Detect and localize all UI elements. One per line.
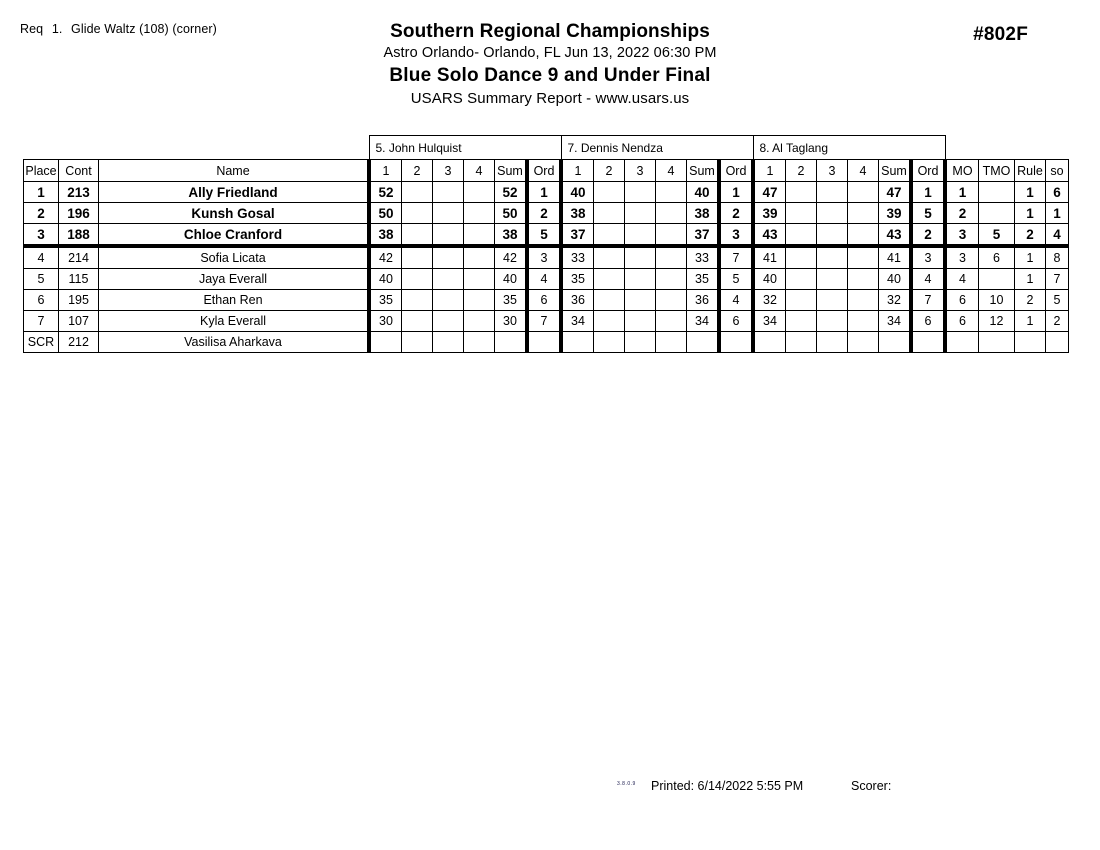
- cell-score-4-j2: [656, 246, 687, 269]
- cell-contestant-number: 115: [59, 269, 99, 290]
- version-mark: 3.8.0.9: [617, 781, 636, 787]
- cell-sum-j1: 38: [495, 224, 528, 247]
- cell-score-3-j1: [433, 332, 464, 353]
- cell-score-4-j3: [848, 182, 879, 203]
- cell-skater-name: Ally Friedland: [99, 182, 370, 203]
- cell-ord-j3: 6: [911, 311, 945, 332]
- cell-score-1-j1: [369, 332, 402, 353]
- cell-score-3-j3: [817, 246, 848, 269]
- cell-ord-j1: 2: [527, 203, 561, 224]
- title-block: [0, 22, 1100, 106]
- cell-contestant-number: 196: [59, 203, 99, 224]
- cell-score-2-j3: [786, 311, 817, 332]
- report-subtitle: USARS Summary Report - www.usars.us: [410, 89, 690, 107]
- cell-score-4-j1: [464, 269, 495, 290]
- cell-score-3-j3: [817, 224, 848, 247]
- cell-skater-name: Kyla Everall: [99, 311, 370, 332]
- cell-score-2-j1: [402, 203, 433, 224]
- judge-band-row: [24, 136, 1069, 160]
- cell-score-3-j2: [625, 290, 656, 311]
- table-row: [24, 269, 1069, 290]
- cell-score-3-j2: [625, 311, 656, 332]
- judge-name-1: 5. John Hulquist: [369, 136, 561, 160]
- cell-tmo: [979, 332, 1015, 353]
- cell-score-1-j1: 50: [369, 203, 402, 224]
- cell-score-1-j2: 34: [561, 311, 594, 332]
- cell-score-4-j1: [464, 203, 495, 224]
- cell-score-1-j3: 39: [753, 203, 786, 224]
- column-header-sum-j3: Sum: [879, 160, 912, 182]
- cell-rule: 2: [1015, 290, 1046, 311]
- cell-rule: 1: [1015, 311, 1046, 332]
- cell-score-4-j3: [848, 246, 879, 269]
- table-row: [24, 311, 1069, 332]
- cell-score-1-j2: 33: [561, 246, 594, 269]
- req-label: Req: [20, 22, 44, 36]
- cell-score-3-j3: [817, 203, 848, 224]
- cell-sum-j3: 40: [879, 269, 912, 290]
- cell-score-4-j2: [656, 311, 687, 332]
- cell-score-2-j2: [594, 246, 625, 269]
- cell-sum-j2: 36: [687, 290, 720, 311]
- cell-mo: 6: [945, 290, 979, 311]
- cell-score-4-j3: [848, 203, 879, 224]
- cell-place: 2: [24, 203, 59, 224]
- cell-tmo: [979, 269, 1015, 290]
- cell-score-4-j3: [848, 269, 879, 290]
- column-header-score-2-j3: 2: [786, 160, 817, 182]
- column-header-name: Name: [99, 160, 370, 182]
- venue-and-datetime: Astro Orlando- Orlando, FL Jun 13, 2022 06:30 PM: [383, 45, 717, 61]
- judge-band-spacer: [1046, 136, 1069, 160]
- cell-sum-j3: 39: [879, 203, 912, 224]
- cell-so: 6: [1046, 182, 1069, 203]
- cell-score-1-j3: 32: [753, 290, 786, 311]
- cell-score-3-j1: [433, 224, 464, 247]
- cell-mo: 1: [945, 182, 979, 203]
- cell-tmo: 5: [979, 224, 1015, 247]
- table-row: [24, 246, 1069, 269]
- cell-score-2-j3: [786, 290, 817, 311]
- column-header-cont: Cont: [59, 160, 99, 182]
- cell-sum-j3: 41: [879, 246, 912, 269]
- req-dance-name: Glide Waltz (108) (corner): [71, 22, 217, 36]
- column-header-score-1-j1: 1: [369, 160, 402, 182]
- cell-ord-j2: 6: [719, 311, 753, 332]
- cell-score-4-j3: [848, 311, 879, 332]
- cell-rule: 1: [1015, 203, 1046, 224]
- cell-score-1-j2: 38: [561, 203, 594, 224]
- cell-sum-j2: 38: [687, 203, 720, 224]
- cell-score-1-j3: [753, 332, 786, 353]
- cell-score-3-j3: [817, 332, 848, 353]
- cell-sum-j1: 35: [495, 290, 528, 311]
- cell-score-2-j1: [402, 332, 433, 353]
- cell-ord-j3: 3: [911, 246, 945, 269]
- cell-score-4-j2: [656, 332, 687, 353]
- table-row: [24, 332, 1069, 353]
- column-header-score-1-j3: 1: [753, 160, 786, 182]
- column-header-score-3-j1: 3: [433, 160, 464, 182]
- scorer-label: Scorer:: [851, 779, 892, 793]
- cell-score-2-j3: [786, 246, 817, 269]
- cell-place: 6: [24, 290, 59, 311]
- printed-timestamp: Printed: 6/14/2022 5:55 PM: [651, 779, 804, 793]
- cell-score-3-j2: [625, 332, 656, 353]
- cell-ord-j3: [911, 332, 945, 353]
- cell-place: 4: [24, 246, 59, 269]
- column-header-score-2-j1: 2: [402, 160, 433, 182]
- cell-score-4-j1: [464, 290, 495, 311]
- cell-score-2-j2: [594, 290, 625, 311]
- cell-ord-j1: 5: [527, 224, 561, 247]
- cell-ord-j3: 5: [911, 203, 945, 224]
- cell-score-1-j1: 38: [369, 224, 402, 247]
- cell-ord-j3: 2: [911, 224, 945, 247]
- cell-score-3-j2: [625, 182, 656, 203]
- cell-skater-name: Vasilisa Aharkava: [99, 332, 370, 353]
- cell-score-1-j3: 41: [753, 246, 786, 269]
- competition-title: Southern Regional Championships: [390, 21, 710, 42]
- column-header-score-2-j2: 2: [594, 160, 625, 182]
- table-row: [24, 290, 1069, 311]
- cell-rule: 1: [1015, 182, 1046, 203]
- cell-score-4-j1: [464, 224, 495, 247]
- column-header-so: so: [1046, 160, 1069, 182]
- cell-score-2-j1: [402, 224, 433, 247]
- table-row: [24, 182, 1069, 203]
- column-header-score-3-j3: 3: [817, 160, 848, 182]
- cell-score-2-j1: [402, 269, 433, 290]
- cell-contestant-number: 195: [59, 290, 99, 311]
- cell-score-1-j1: 42: [369, 246, 402, 269]
- cell-contestant-number: 213: [59, 182, 99, 203]
- cell-score-1-j2: 35: [561, 269, 594, 290]
- column-header-mo: MO: [945, 160, 979, 182]
- judge-band-spacer: [59, 136, 99, 160]
- cell-so: 7: [1046, 269, 1069, 290]
- cell-so: 8: [1046, 246, 1069, 269]
- cell-so: 5: [1046, 290, 1069, 311]
- cell-score-3-j3: [817, 290, 848, 311]
- cell-ord-j2: 4: [719, 290, 753, 311]
- results-table: [23, 135, 1069, 353]
- cell-mo: 6: [945, 311, 979, 332]
- cell-score-3-j2: [625, 269, 656, 290]
- cell-score-2-j3: [786, 269, 817, 290]
- cell-score-4-j1: [464, 182, 495, 203]
- cell-tmo: [979, 182, 1015, 203]
- cell-score-2-j2: [594, 224, 625, 247]
- cell-score-3-j3: [817, 269, 848, 290]
- cell-ord-j1: 7: [527, 311, 561, 332]
- cell-score-2-j3: [786, 224, 817, 247]
- cell-sum-j1: [495, 332, 528, 353]
- cell-skater-name: Kunsh Gosal: [99, 203, 370, 224]
- cell-ord-j3: 4: [911, 269, 945, 290]
- cell-mo: 3: [945, 246, 979, 269]
- cell-score-1-j3: 43: [753, 224, 786, 247]
- table-row: [24, 203, 1069, 224]
- cell-rule: 1: [1015, 246, 1046, 269]
- cell-rule: [1015, 332, 1046, 353]
- cell-sum-j3: 32: [879, 290, 912, 311]
- cell-score-2-j2: [594, 203, 625, 224]
- judge-band-spacer: [1015, 136, 1046, 160]
- cell-score-3-j1: [433, 182, 464, 203]
- cell-score-3-j1: [433, 269, 464, 290]
- cell-score-1-j2: 37: [561, 224, 594, 247]
- cell-so: 2: [1046, 311, 1069, 332]
- cell-contestant-number: 212: [59, 332, 99, 353]
- cell-tmo: [979, 203, 1015, 224]
- cell-sum-j3: [879, 332, 912, 353]
- column-header-score-3-j2: 3: [625, 160, 656, 182]
- cell-place: 1: [24, 182, 59, 203]
- cell-ord-j1: 4: [527, 269, 561, 290]
- cell-score-1-j2: 36: [561, 290, 594, 311]
- cell-score-1-j1: 35: [369, 290, 402, 311]
- cell-score-1-j3: 47: [753, 182, 786, 203]
- cell-score-2-j3: [786, 203, 817, 224]
- cell-contestant-number: 188: [59, 224, 99, 247]
- cell-tmo: 6: [979, 246, 1015, 269]
- column-header-rule: Rule: [1015, 160, 1046, 182]
- cell-score-4-j1: [464, 332, 495, 353]
- cell-score-4-j3: [848, 332, 879, 353]
- cell-sum-j2: 35: [687, 269, 720, 290]
- cell-ord-j2: 1: [719, 182, 753, 203]
- cell-score-4-j3: [848, 224, 879, 247]
- column-header-ord-j1: Ord: [527, 160, 561, 182]
- judge-band-spacer: [24, 136, 59, 160]
- cell-sum-j1: 50: [495, 203, 528, 224]
- cell-score-3-j1: [433, 290, 464, 311]
- cell-rule: 2: [1015, 224, 1046, 247]
- cell-place: 7: [24, 311, 59, 332]
- cell-tmo: 10: [979, 290, 1015, 311]
- cell-sum-j1: 42: [495, 246, 528, 269]
- cell-ord-j2: 5: [719, 269, 753, 290]
- cell-ord-j2: 2: [719, 203, 753, 224]
- cell-sum-j1: 40: [495, 269, 528, 290]
- cell-sum-j3: 47: [879, 182, 912, 203]
- cell-mo: 3: [945, 224, 979, 247]
- judge-name-2: 7. Dennis Nendza: [561, 136, 753, 160]
- cell-contestant-number: 107: [59, 311, 99, 332]
- cell-skater-name: Sofia Licata: [99, 246, 370, 269]
- cell-place: SCR: [24, 332, 59, 353]
- judge-band-spacer: [979, 136, 1015, 160]
- cell-score-1-j1: 30: [369, 311, 402, 332]
- column-header-sum-j2: Sum: [687, 160, 720, 182]
- judge-band-spacer: [99, 136, 370, 160]
- cell-sum-j1: 30: [495, 311, 528, 332]
- column-header-score-4-j1: 4: [464, 160, 495, 182]
- cell-score-4-j2: [656, 203, 687, 224]
- cell-place: 3: [24, 224, 59, 247]
- cell-score-2-j1: [402, 311, 433, 332]
- cell-ord-j2: 7: [719, 246, 753, 269]
- judge-name-3: 8. Al Taglang: [753, 136, 945, 160]
- cell-ord-j3: 1: [911, 182, 945, 203]
- cell-mo: 2: [945, 203, 979, 224]
- cell-score-3-j2: [625, 203, 656, 224]
- column-header-score-4-j3: 4: [848, 160, 879, 182]
- cell-sum-j2: [687, 332, 720, 353]
- cell-score-4-j2: [656, 269, 687, 290]
- cell-score-2-j3: [786, 332, 817, 353]
- cell-score-1-j1: 40: [369, 269, 402, 290]
- cell-ord-j1: 3: [527, 246, 561, 269]
- results-table-container: [23, 135, 1069, 353]
- cell-score-4-j1: [464, 311, 495, 332]
- cell-score-3-j1: [433, 246, 464, 269]
- cell-score-1-j3: 34: [753, 311, 786, 332]
- judge-band-spacer: [945, 136, 979, 160]
- cell-ord-j2: 3: [719, 224, 753, 247]
- cell-score-3-j1: [433, 311, 464, 332]
- cell-ord-j1: [527, 332, 561, 353]
- cell-sum-j3: 43: [879, 224, 912, 247]
- cell-mo: [945, 332, 979, 353]
- column-header-ord-j3: Ord: [911, 160, 945, 182]
- cell-sum-j2: 40: [687, 182, 720, 203]
- column-header-ord-j2: Ord: [719, 160, 753, 182]
- cell-score-3-j1: [433, 203, 464, 224]
- cell-skater-name: Ethan Ren: [99, 290, 370, 311]
- cell-rule: 1: [1015, 269, 1046, 290]
- req-number: 1.: [51, 22, 63, 36]
- cell-score-4-j2: [656, 290, 687, 311]
- cell-score-3-j2: [625, 224, 656, 247]
- column-header-sum-j1: Sum: [495, 160, 528, 182]
- cell-score-3-j2: [625, 246, 656, 269]
- cell-score-2-j2: [594, 269, 625, 290]
- cell-ord-j1: 6: [527, 290, 561, 311]
- cell-score-2-j2: [594, 182, 625, 203]
- cell-contestant-number: 214: [59, 246, 99, 269]
- cell-score-1-j3: 40: [753, 269, 786, 290]
- cell-sum-j2: 37: [687, 224, 720, 247]
- cell-score-1-j2: 40: [561, 182, 594, 203]
- cell-score-3-j3: [817, 311, 848, 332]
- cell-score-1-j1: 52: [369, 182, 402, 203]
- cell-score-2-j2: [594, 332, 625, 353]
- cell-so: [1046, 332, 1069, 353]
- cell-score-4-j2: [656, 224, 687, 247]
- cell-score-4-j3: [848, 290, 879, 311]
- cell-score-2-j1: [402, 246, 433, 269]
- event-code: #802F: [973, 24, 1028, 45]
- cell-score-2-j3: [786, 182, 817, 203]
- cell-skater-name: Jaya Everall: [99, 269, 370, 290]
- cell-score-4-j1: [464, 246, 495, 269]
- cell-so: 4: [1046, 224, 1069, 247]
- cell-ord-j2: [719, 332, 753, 353]
- cell-mo: 4: [945, 269, 979, 290]
- cell-skater-name: Chloe Cranford: [99, 224, 370, 247]
- cell-score-2-j2: [594, 311, 625, 332]
- column-header-tmo: TMO: [979, 160, 1015, 182]
- cell-score-1-j2: [561, 332, 594, 353]
- cell-sum-j2: 33: [687, 246, 720, 269]
- column-header-row: [24, 160, 1069, 182]
- event-title: Blue Solo Dance 9 and Under Final: [389, 64, 711, 86]
- cell-sum-j1: 52: [495, 182, 528, 203]
- table-row: [24, 224, 1069, 247]
- cell-place: 5: [24, 269, 59, 290]
- cell-score-2-j1: [402, 290, 433, 311]
- cell-score-2-j1: [402, 182, 433, 203]
- column-header-score-1-j2: 1: [561, 160, 594, 182]
- cell-ord-j1: 1: [527, 182, 561, 203]
- cell-score-4-j2: [656, 182, 687, 203]
- cell-sum-j2: 34: [687, 311, 720, 332]
- cell-tmo: 12: [979, 311, 1015, 332]
- column-header-score-4-j2: 4: [656, 160, 687, 182]
- column-header-place: Place: [24, 160, 59, 182]
- cell-sum-j3: 34: [879, 311, 912, 332]
- cell-ord-j3: 7: [911, 290, 945, 311]
- cell-so: 1: [1046, 203, 1069, 224]
- cell-score-3-j3: [817, 182, 848, 203]
